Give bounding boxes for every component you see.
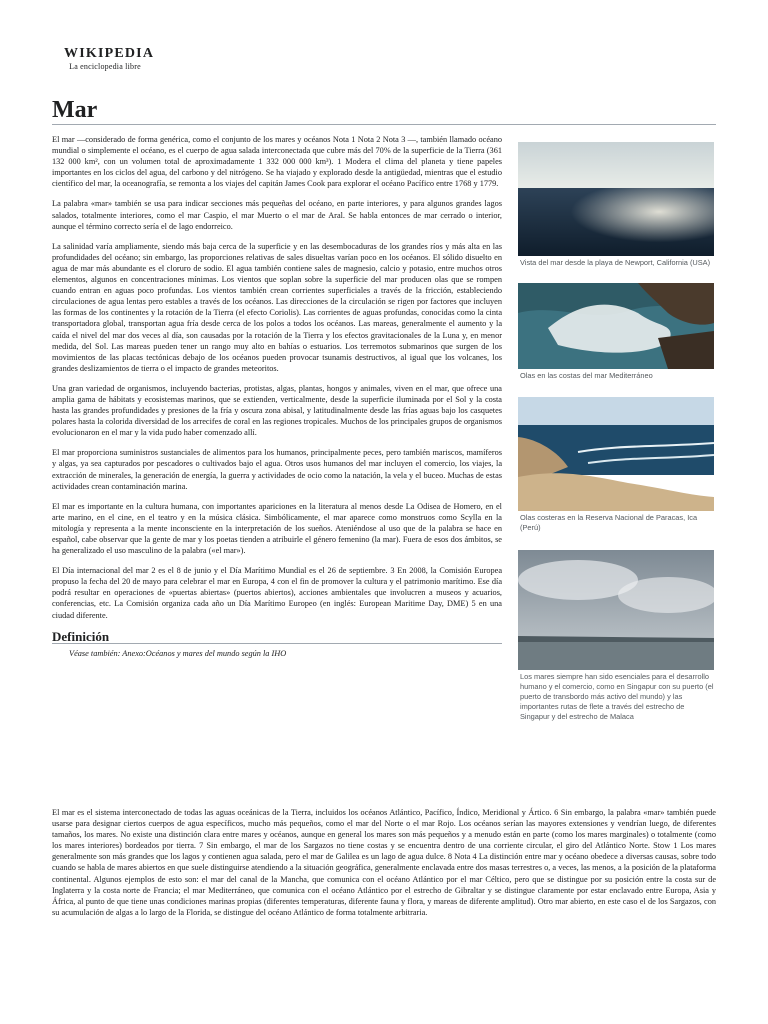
paragraph-definition: El mar es el sistema interconectado de todas las aguas oceánicas de la Tierra, incluidos los océanos Atlántico, Pacífico, Índico, Meridional y Ártico. 6 Sin embargo, la palabra «mar» también puede usarse para designar ciertos cuerpos de agua específicos, mucho más pequeños, como el mar del Norte o el mar Rojo. Los océanos serían las mayores extensiones y vendrían luego, de diferentes tamaños, los mares. No existe una distinción clara entre mares y océanos, aunque en general los mares son más pequeños y a menudo están en parte (como los mares marginales) o totalmente (como los mares interiores) bordeados por tierra. 7 Sin embargo, el mar de los Sargazos no tiene costas y se encuentra dentro de una corriente circular, el giro del Atlántico Norte. Stow 1 Los mares generalmente son más grandes que los lagos y contienen agua salada, pero el mar de Galilea es un lago de agua dulce. 8 Nota 4 La distinción entre mar y océano obedece a diversas causas, sobre todo cuando se habla de mares abiertos en que suele distinguirse atendiendo a la situación geográfica, generalmente enclavada entre dos masas terrestres o, a veces, las menos, a la posición de la plataforma continental. Algunos ejemplos de esto son: el mar del canal de la Mancha, que comunica con el océano Atlántico por el mar Céltico, pero que se distingue por su posición entre la costa sur de Inglaterra y la costa norte de Francia; el mar Mediterráneo, que comunica con el océano Atlántico por el estrecho de Gibraltar y se distingue claramente por estar enclavado entre Europa, Asia y África, al punto de que tiene unas condiciones marinas propias (diferentes temperaturas, diferente fauna y flora, y mareas de diferente amplitud). Otro mar abierto, en este caso el de los Sargazos, con su acumulación de algas a lo largo de la Florida, se distingue del océano Atlántico de forma totalmente arbitraria. [52,808,716,917]
paragraph-usage: La palabra «mar» también se usa para indicar secciones más pequeñas del océano, en parte interiores, y para algunos grandes lagos salados, totalmente interiores, como el mar Caspio, el mar Muerto o el mar de Aral. Se habla entonces de mar cerrado o interior, aunque el término correcto sería el de lago endorreico. [52,199,502,231]
paragraph-culture: El mar es importante en la cultura humana, con importantes apariciones en la literatura al menos desde La Odisea de Homero, en el arte marino, en el cine, en el teatro y en la música clásica. Simbólicamente, el mar aparece como monstruos como Scylla en la mitología y representa a la mente inconsciente en la interpretación de los sueños. Ateniéndose al uso que de la palabra se hace en español, cabe observar que la gente de mar y los poetas tienden a atribuirle el género femenino (la mar). Fuera de esos dos ámbitos, se ha generalizado el uso masculino de la palabra («el mar»). [52,501,502,556]
figure-newport [518,142,714,268]
figure-column [518,142,714,722]
coast-image[interactable] [518,397,714,511]
paragraph-days: El Día internacional del mar 2 es el 8 de junio y el Día Marítimo Mundial es el 26 de septiembre. 3 En 2008, la Comisión Europea propuso la fecha del 20 de mayo para celebrar el mar en Europa, 4 con el fin de promover la cultura y el patrimonio marítimo. Ese día podrá resultar en operaciones de «puertas abiertas» (puertos abiertos), acciones ambientales que involucren a museos y acuarios, conferencias, etc. La Comisión organiza cada año un Día Marítimo Europeo (en inglés: European Maritime Day, DME) 5 en una ciudad diferente. [52,566,502,620]
paragraph-resources: El mar proporciona suministros sustanciales de alimentos para los humanos, principalmente peces, pero también mariscos, mamíferos y algas, ya sea capturados por pescadores o cultivados bajo el agua. Otros usos humanos del mar incluyen el comercio, los viajes, la extracción de minerales, la generación de energía, la guerra y actividades de ocio como la natación, la vela y el buceo. Muchas de estas actividades crean contaminación marina. [52,448,502,491]
paragraph-life: Una gran variedad de organismos, incluyendo bacterias, protistas, algas, plantas, hongos y animales, viven en el mar, que ofrece una amplia gama de hábitats y ecosistemas marinos, que se extienden, verticalmente, desde la superficie iluminada por el Sol y la costa hasta las grandes profundidades y presiones de la fría y oscura zona abisal, y latitudinalmente desde las frías aguas bajo los casquetes polares hasta la colorida diversidad de los arrecifes de coral en las regiones tropicales. Muchos de los principales grupos de organismos evolucionaron en el mar y la vida pudo haber comenzado allí. [52,383,502,438]
article-body [52,134,502,668]
port-image[interactable] [518,550,714,670]
figure-caption: Olas en las costas del mar Mediterráneo [520,371,653,380]
section-heading-definicion: Definición [52,631,502,644]
sea-view-image[interactable] [518,142,714,256]
waves-image[interactable] [518,283,714,369]
figure-caption: Los mares siempre han sido esenciales para el desarrollo humano y el comercio, como en Singapur con su puerto (el puerto de transbordo más activo del mundo) y las importantes rutas de flete a través del estrecho de Singapur y del estrecho de Malaca [520,672,714,721]
page-title: Mar [52,97,98,123]
figure-caption: Vista del mar desde la playa de Newport, California (USA) [520,258,711,267]
section-definicion-body [52,807,716,918]
title-divider [52,124,716,125]
paragraph-intro: El mar —considerado de forma genérica, como el conjunto de los mares y océanos Nota 1 Nota 2 Nota 3 —, también llamado océano mundial o simplemente el océano, es el cuerpo de agua salada interconectada que cubre más del 70% de la superficie de la Tierra (361 132 000 km², con un volumen total de aproximadamente 1 332 000 000 km³). 1 Modera el clima del planeta y tiene papeles importantes en los ciclos del agua, del carbono y del nitrógeno. Se ha viajado y explorado desde la antigüedad, mientras que el estudio científico del mar, la oceanografía, se remonta a los viajes del capitán James Cook para explorar el océano Pacífico entre 1768 y 1779. [52,135,502,189]
wikipedia-logo[interactable] [64,46,155,71]
figure-singapore [518,550,714,722]
paragraph-salinity: La salinidad varía ampliamente, siendo más baja cerca de la superficie y en las desembocaduras de los grandes ríos y más alta en las profundidades del océano; sin embargo, las proporciones relativas de sales disueltas varían poco en los océanos. El sólido disuelto en agua de mar más abundante es el cloruro de sodio. El agua también contiene sales de magnesio, calcio y potasio, entre muchos otros elementos, algunos en concentraciones mínimas. Los vientos que soplan sobre la superficie del mar producen olas que se rompen cuando entran en aguas poco profundas. Los vientos también crean corrientes superficiales a través de la fricción, estableciendo circulaciones de agua lentas pero estables a través de los océanos. Las direcciones de la circulación se rigen por factores que incluyen las formas de los continentes y la rotación de la Tierra (el efecto Coriolis). Las corrientes de aguas profundas, conocidas como la cinta transportadora global, transportan agua fría desde cerca de los polos a todos los océanos. Las mareas, generalmente el aumento y la caída el nivel del mar dos veces al día, son causadas por la rotación de la Tierra y los efectos gravitacionales de la Luna y, en menor medida, del Sol. Las mareas pueden tener un rango muy alto en bahías o estuarios. Los terremotos submarinos que surgen de los movimientos de las placas tectónicas debajo de los océanos pueden provocar tsunamis destructivos, al igual que los volcanes, los grandes deslizamientos de tierra o el impacto de grandes meteoritos. [52,241,502,373]
figure-caption: Olas costeras en la Reserva Nacional de Paracas, Ica (Perú) [520,513,698,532]
hatnote[interactable]: Véase también: Anexo:Océanos y mares del mundo según la IHO [69,648,287,658]
figure-paracas [518,397,714,533]
logo-wordmark: WIKIPEDIA [64,46,155,61]
figure-mediterranean [518,283,714,381]
logo-tagline: La enciclopedia libre [69,62,141,71]
